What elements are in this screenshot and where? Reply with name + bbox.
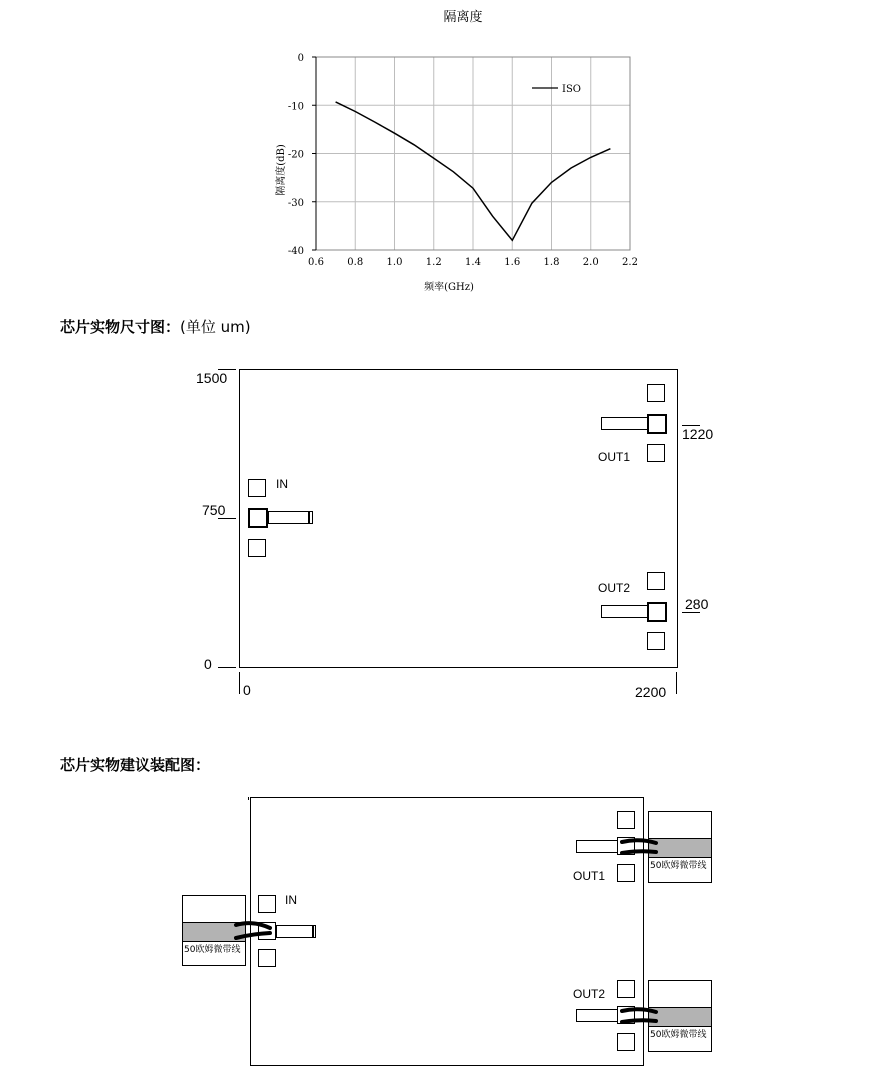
- assembly-label-out1: OUT1: [573, 869, 606, 883]
- microstrip-out1-label: 50欧姆微带线: [650, 861, 707, 871]
- y-tick-label: -20: [287, 149, 304, 161]
- dim-y-1500: 1500: [196, 370, 228, 386]
- dim-y-0: 0: [204, 656, 212, 672]
- y-tick-label: 0: [297, 53, 304, 64]
- bond-wire: [622, 1020, 656, 1022]
- x-tick-label: 0.6: [308, 257, 324, 268]
- assembly-label-out2: OUT2: [573, 987, 606, 1001]
- x-tick-label: 1.8: [543, 257, 560, 268]
- y-tick-label: -30: [287, 197, 304, 209]
- bond-wire: [236, 933, 270, 938]
- dim-y-1220: 1220: [682, 426, 714, 442]
- dim-y-280: 280: [685, 596, 709, 612]
- x-tick-label: 1.2: [425, 257, 442, 268]
- microstrip-out2-label: 50欧姆微带线: [650, 1030, 707, 1040]
- y-tick-label: -40: [287, 246, 304, 257]
- x-tick-label: 1.4: [465, 257, 481, 268]
- y-tick-label: -10: [287, 101, 304, 113]
- unit-note: (单位 um): [180, 318, 251, 336]
- assembly-heading: 芯片实物建议装配图：: [60, 756, 211, 774]
- chart-title: 隔离度: [443, 10, 483, 25]
- bond-wire: [622, 851, 656, 853]
- microstrip-in-label: 50欧姆微带线: [184, 945, 241, 955]
- x-axis-label: 频率(GHz): [424, 282, 474, 293]
- legend-label: ISO: [562, 84, 581, 95]
- port-label-out2: OUT2: [598, 581, 631, 595]
- chip-size-title: 芯片实物尺寸图：: [60, 318, 181, 336]
- x-tick-label: 1.0: [386, 257, 403, 268]
- x-tick-label: 0.8: [347, 257, 364, 268]
- dim-x-0: 0: [243, 682, 251, 698]
- bond-wire: [622, 840, 656, 843]
- port-label-out1: OUT1: [598, 450, 631, 464]
- bond-wire: [622, 1009, 656, 1012]
- dim-x-2200: 2200: [635, 684, 667, 700]
- x-tick-label: 2.0: [582, 257, 599, 268]
- bond-wire: [236, 923, 270, 928]
- x-tick-label: 1.6: [504, 257, 521, 268]
- dim-y-750: 750: [202, 502, 226, 518]
- assembly-label-in: IN: [285, 893, 297, 907]
- x-tick-label: 2.2: [622, 257, 638, 268]
- y-axis-label: 隔离度(dB): [276, 144, 287, 196]
- port-label-in: IN: [276, 477, 288, 491]
